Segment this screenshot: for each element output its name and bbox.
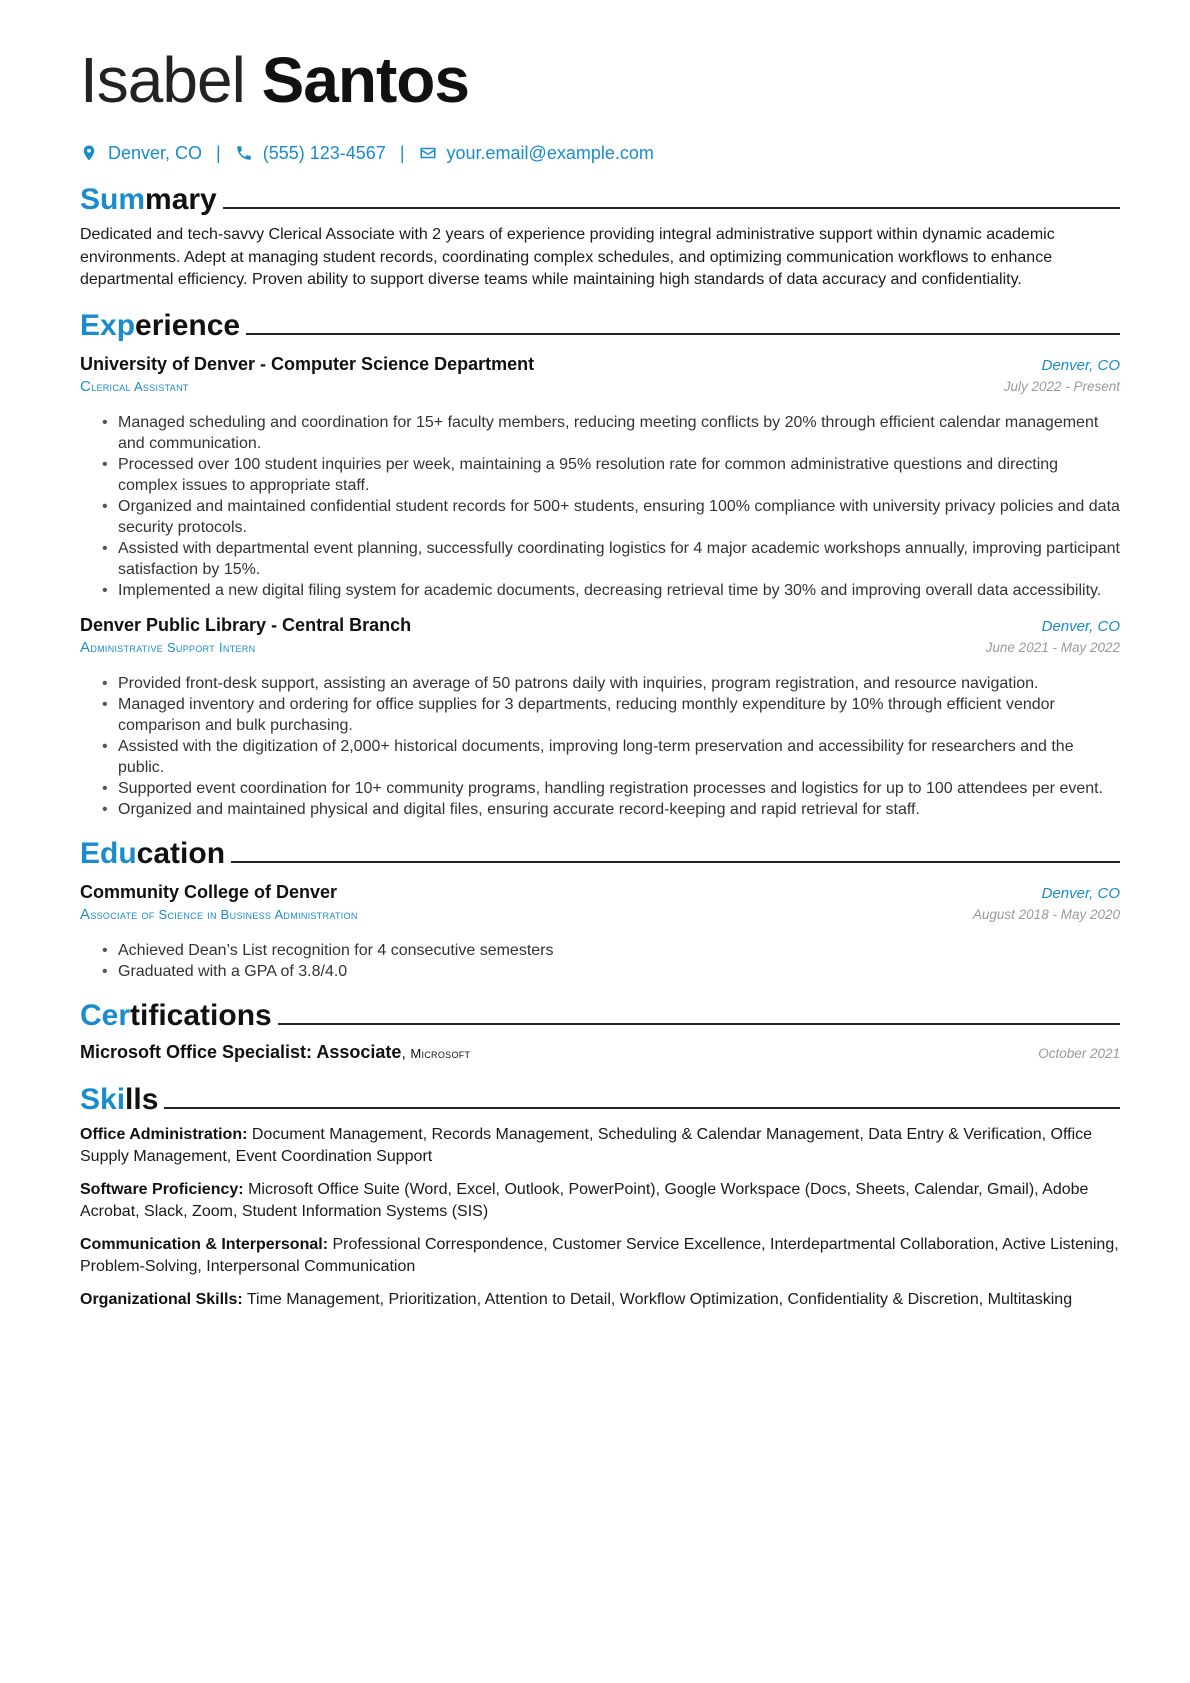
certification-issuer: Microsoft (410, 1045, 471, 1061)
certification-entry (80, 1042, 1120, 1066)
skill-group (80, 1234, 1120, 1279)
candidate-name (80, 42, 1120, 118)
map-pin-icon (80, 144, 98, 162)
entry-role: Clerical Assistant (80, 377, 189, 395)
list-item: • Assisted with departmental event planning, successfully coordinating logistics for 4 major academic workshops annually, improving participant satisfaction by 15%. (102, 538, 1120, 580)
envelope-icon (419, 144, 437, 162)
skill-label: Organizational Skills: (80, 1290, 243, 1308)
skill-items: Document Management, Records Management, Scheduling & Calendar Management, Data Entry & Verification, Office Supply Management, Event Coordination Support (80, 1125, 1093, 1165)
section-education-heading (80, 834, 1120, 872)
phone-text: (555) 123-4567 (262, 142, 386, 163)
entry-dates: June 2021 - May 2022 (985, 639, 1120, 655)
list-item: • Provided front-desk support, assisting an average of 50 patrons daily with inquiries, program registration, and resource navigation. (102, 673, 1120, 694)
list-item: • Graduated with a GPA of 3.8/4.0 (102, 961, 1120, 982)
entry-dates: August 2018 - May 2020 (972, 906, 1120, 922)
skill-label: Software Proficiency: (80, 1180, 244, 1198)
contact-separator: | (216, 142, 221, 163)
section-skills-heading (80, 1080, 1120, 1118)
entry-organization: Community College of Denver (80, 881, 338, 902)
contact-bar (80, 140, 1120, 166)
list-item: • Managed scheduling and coordination for 15+ faculty members, reducing meeting conflicts by 20% through efficient calendar management and communication. (102, 412, 1120, 454)
section-rule (164, 1107, 1120, 1109)
section-certifications-heading (80, 996, 1120, 1034)
entry-bullets (80, 940, 1120, 982)
skill-group (80, 1179, 1120, 1224)
contact-phone[interactable] (235, 143, 386, 164)
skill-label: Office Administration: (80, 1125, 248, 1143)
list-item: • Processed over 100 student inquiries per week, maintaining a 95% resolution rate for common administrative questions and directing complex issues to appropriate staff. (102, 454, 1120, 496)
entry-bullets (80, 673, 1120, 820)
experience-entry (80, 354, 1120, 601)
entry-location: Denver, CO (1041, 884, 1120, 902)
section-experience-heading (80, 306, 1120, 344)
skill-items: Time Management, Prioritization, Attention to Detail, Workflow Optimization, Confidentiality & Discretion, Multitasking (246, 1290, 1073, 1308)
section-summary-heading (80, 180, 1120, 218)
section-title: Experience (80, 308, 241, 342)
experience-entry (80, 615, 1120, 820)
first-name: Isabel (80, 44, 245, 116)
location-text: Denver, CO (108, 142, 203, 163)
entry-organization: University of Denver - Computer Science Department (80, 353, 535, 374)
list-item: • Managed inventory and ordering for office supplies for 3 departments, reducing monthly expenditure by 10% through efficient vendor comparison and bulk purchasing. (102, 694, 1120, 736)
entry-dates: July 2022 - Present (1003, 378, 1120, 394)
resume-content (80, 42, 1120, 1311)
certification-name: Microsoft Office Specialist: Associate (80, 1041, 402, 1062)
list-item: • Achieved Dean’s List recognition for 4 consecutive semesters (102, 940, 1120, 961)
section-rule (278, 1023, 1120, 1025)
phone-icon (235, 144, 253, 162)
entry-bullets (80, 412, 1120, 601)
certification-separator: , (401, 1044, 411, 1062)
entry-organization: Denver Public Library - Central Branch (80, 614, 412, 635)
list-item: • Implemented a new digital filing system for academic documents, decreasing retrieval time by 30% and improving overall data accessibility. (102, 580, 1120, 601)
entry-role: Administrative Support Intern (80, 638, 256, 656)
skill-label: Communication & Interpersonal: (80, 1235, 329, 1253)
education-entry (80, 882, 1120, 982)
last-name: Santos (261, 44, 469, 116)
section-title: Education (80, 836, 226, 870)
section-rule (223, 207, 1120, 209)
contact-location (80, 143, 202, 164)
section-rule (231, 861, 1120, 863)
contact-email[interactable] (419, 143, 654, 164)
section-title: Summary (80, 183, 217, 216)
contact-separator: | (399, 142, 405, 163)
skill-group (80, 1289, 1120, 1312)
list-item: • Assisted with the digitization of 2,000+ historical documents, improving long-term preservation and accessibility for researchers and the public. (102, 736, 1120, 778)
entry-role: Associate of Science in Business Administration (80, 905, 358, 923)
entry-location: Denver, CO (1041, 356, 1120, 374)
email-text: your.email@example.com (446, 142, 654, 163)
summary-text: Dedicated and tech-savvy Clerical Associate with 2 years of experience providing integral administrative support within dynamic academic environments. Adept at managing student records, coordinating complex schedules, and optimizing communication workflows to enhance departmental efficiency. Proven ability to support diverse teams while maintaining high standards of data accuracy and confidentiality. (80, 226, 1055, 288)
list-item: • Supported event coordination for 10+ community programs, handling registration processes and logistics for up to 100 attendees per event. (102, 778, 1120, 799)
section-rule (246, 333, 1120, 335)
skill-group (80, 1124, 1120, 1169)
list-item: • Organized and maintained confidential student records for 500+ students, ensuring 100% compliance with university privacy policies and data security protocols. (102, 496, 1120, 538)
section-title: Skills (80, 1082, 159, 1116)
entry-location: Denver, CO (1041, 617, 1120, 635)
skill-items: Professional Correspondence, Customer Service Excellence, Interdepartmental Collaboration, Active Listening, Problem-Solving, Interpersonal Communication (80, 1235, 1119, 1275)
certification-date: October 2021 (1038, 1045, 1120, 1061)
list-item: • Organized and maintained physical and digital files, ensuring accurate record-keeping and rapid retrieval for staff. (102, 799, 1120, 820)
skill-items: Microsoft Office Suite (Word, Excel, Outlook, PowerPoint), Google Workspace (Docs, Sheets, Calendar, Gmail), Adobe Acrobat, Slack, Zoom, Student Information Systems (SIS) (80, 1180, 1089, 1220)
section-title: Certifications (80, 998, 272, 1032)
